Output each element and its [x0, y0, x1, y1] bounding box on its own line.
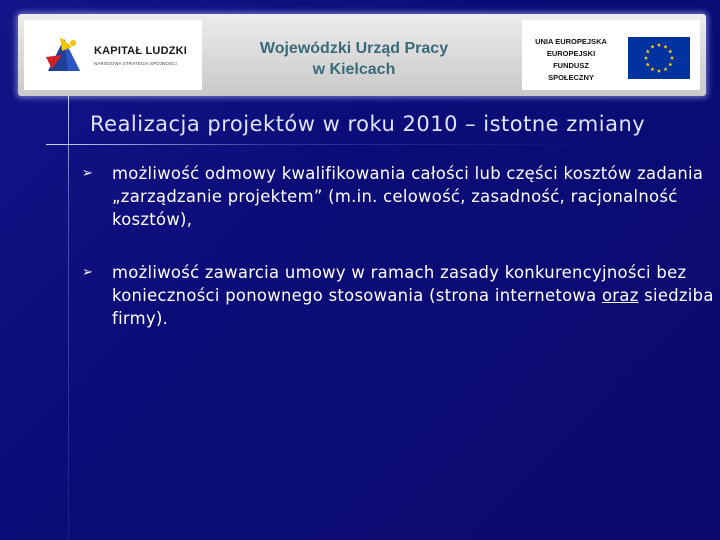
decorative-horizontal-line: [46, 144, 606, 145]
office-name: [226, 38, 482, 80]
arrowhead-bullet-icon: ➢: [82, 265, 93, 280]
eu-text-line-3: FUNDUSZ SPOŁECZNY: [548, 61, 594, 82]
kapital-ludzki-logo-block: [24, 20, 202, 90]
eu-text: [530, 36, 612, 84]
office-name-line-1: Wojewódzki Urząd Pracy: [259, 40, 449, 57]
kapital-ludzki-text: [94, 45, 187, 66]
office-name-line-2: w Kielcach: [312, 61, 396, 78]
bullet-list: [82, 162, 714, 360]
header-banner: [18, 14, 706, 96]
bullet-text: możliwość odmowy kwalifikowania całości lub części kosztów zadania „zarządzanie projektem” (m.in. celowość, zasadność, racjonalność kosztów),: [112, 164, 704, 229]
eu-flag-icon: [628, 37, 690, 79]
bullet-item: [82, 162, 714, 231]
bullet-text-part: możliwość zawarcia umowy w ramach zasady konkurencyjności bez konieczności ponownego stosowania (strona internetowa: [112, 263, 687, 305]
kapital-ludzki-emblem-icon: [42, 33, 86, 77]
eu-logo-block: [522, 20, 700, 90]
bullet-item: [82, 261, 714, 330]
underlined-word: oraz: [601, 286, 639, 305]
kapital-ludzki-title: KAPITAŁ LUDZKI: [94, 44, 188, 57]
kapital-ludzki-subtitle: NARODOWA STRATEGIA SPÓJNOŚCI: [94, 60, 177, 66]
slide-title: Realizacja projektów w roku 2010 – istotne zmiany: [90, 112, 646, 136]
bullet-text-part: siedziba firmy).: [112, 286, 714, 328]
bullet-text: [112, 261, 714, 330]
decorative-vertical-line: [68, 96, 69, 540]
eu-text-line-1: UNIA EUROPEJSKA: [535, 37, 607, 46]
arrowhead-bullet-icon: ➢: [82, 166, 93, 181]
eu-text-line-2: EUROPEJSKI: [546, 49, 596, 58]
